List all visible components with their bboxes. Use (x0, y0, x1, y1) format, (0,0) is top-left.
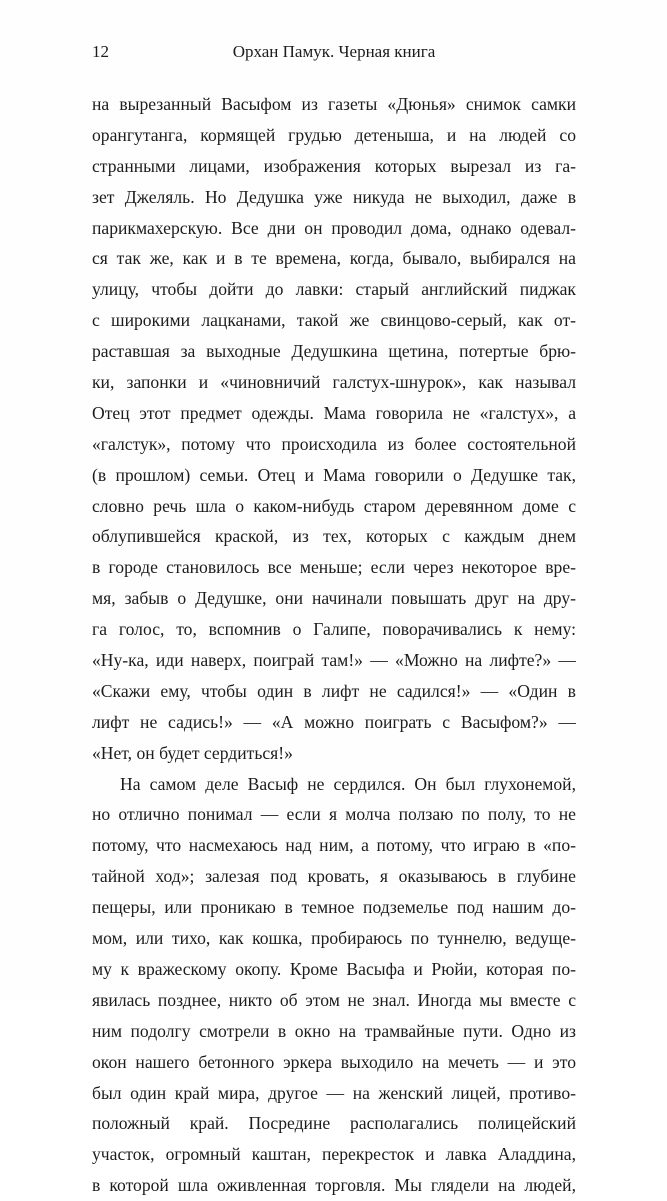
text-line: (в прошлом) семьи. Отец и Мама говорили о Дедушке так, (92, 464, 576, 485)
body-text (92, 89, 576, 1201)
text-line: мом, или тихо, как кошка, пробираюсь по туннелю, ведуще- (92, 928, 576, 949)
text-line: но отлично понимал — если я молча ползаю по полу, то не (92, 804, 576, 825)
text-line: на вырезанный Васыфом из газеты «Дюнья» снимок самки (92, 94, 576, 114)
text-line: тайной ход»; залезая под кровать, я оказываюсь в глубине (92, 866, 576, 887)
text-line: окон нашего бетонного эркера выходило на мечеть — и это (92, 1051, 576, 1072)
paragraph (92, 89, 576, 769)
text-line: в которой шла оживленная торговля. Мы глядели на людей, (92, 1175, 576, 1196)
text-line: «галстук», потому что происходила из более состоятельной (92, 433, 576, 454)
text-line: лифт не садись!» — «А можно поиграть с Васыфом?» — (92, 711, 576, 732)
text-line: раставшая за выходные Дедушкина щетина, потертые брю- (92, 341, 576, 362)
text-line: участок, огромный каштан, перекресток и лавка Аладдина, (92, 1144, 576, 1165)
text-line: ним подолгу смотрели в окно на трамвайные пути. Одно из (92, 1020, 576, 1041)
text-line: зет Джеляль. Но Дедушка уже никуда не выходил, даже в (92, 186, 576, 207)
text-line: облупившейся краской, из тех, которых с каждым днем (92, 526, 576, 547)
page-number: 12 (92, 42, 109, 61)
paragraph (92, 769, 576, 1201)
text-line: мя, забыв о Дедушке, они начинали повышать друг на дру- (92, 588, 576, 609)
text-line: с широкими лацканами, такой же свинцово-серый, как от- (92, 310, 576, 331)
text-line: в городе становилось все меньше; если через некоторое вре- (92, 557, 576, 578)
text-line: пещеры, или проникаю в темное подземелье под нашим до- (92, 897, 576, 918)
text-line: был один край мира, другое — на женский лицей, противо- (92, 1082, 576, 1103)
text-line: «Скажи ему, чтобы один в лифт не садился!» — «Один в (92, 680, 576, 701)
text-line: потому, что насмехаюсь над ним, а потому, что играю в «по- (92, 835, 576, 856)
text-line: положный край. Посредине располагались полицейский (92, 1113, 576, 1134)
text-line: странными лицами, изображения которых вырезал из га- (92, 155, 576, 176)
text-line: «Ну-ка, иди наверх, поиграй там!» — «Можно на лифте?» — (92, 650, 576, 671)
text-line: ся так же, как и в те времена, когда, бывало, выбирался на (92, 248, 576, 269)
text-line: улицу, чтобы дойти до лавки: старый английский пиджак (92, 279, 576, 300)
running-title: Орхан Памук. Черная книга (232, 42, 436, 61)
text-line: му к вражескому окопу. Кроме Васыфа и Рюйи, которая по- (92, 958, 576, 979)
text-line: ки, запонки и «чиновничий галстух-шнурок», как называл (92, 372, 576, 393)
text-line: орангутанга, кормящей грудью детеныша, и на людей со (92, 124, 576, 145)
text-line: «Нет, он будет сердиться!» (92, 742, 293, 763)
running-head (92, 40, 576, 64)
text-line: га голос, то, вспомнив о Галипе, поворачивались к нему: (92, 619, 576, 640)
text-line: парикмахерскую. Все дни он проводил дома, однако одевал- (92, 217, 576, 238)
text-line: явилась позднее, никто об этом не знал. Иногда мы вместе с (92, 989, 576, 1010)
text-line: Отец этот предмет одежды. Мама говорила не «галстух», а (92, 402, 576, 423)
text-line: На самом деле Васыф не сердился. Он был глухонемой, (120, 773, 576, 794)
text-line: словно речь шла о каком-нибудь старом деревянном доме с (92, 495, 576, 516)
